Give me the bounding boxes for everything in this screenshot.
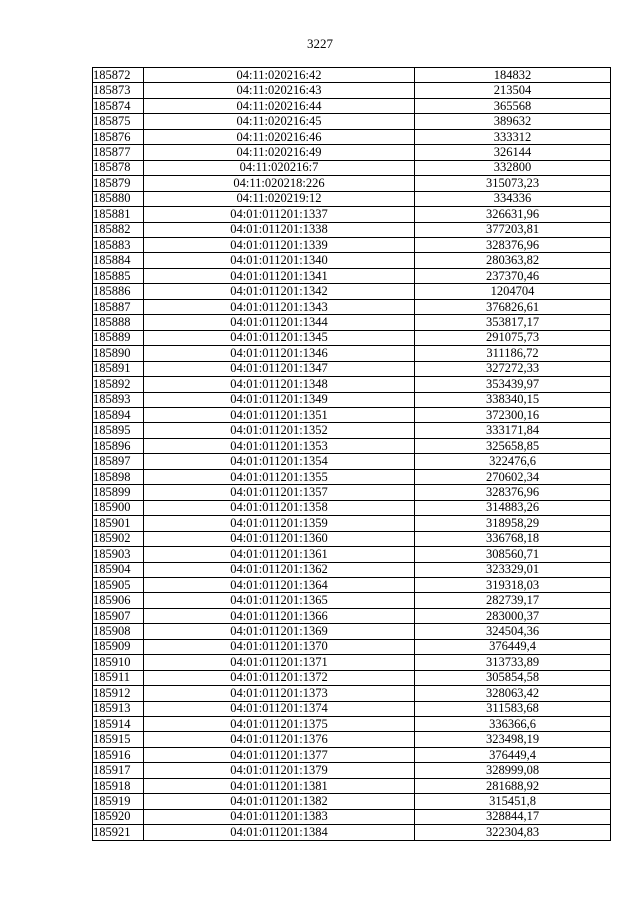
page-number: 3227 bbox=[307, 36, 333, 51]
row-number-cell: 185918 bbox=[93, 778, 144, 793]
table-row bbox=[93, 608, 611, 623]
cadastral-number-cell: 04:01:011201:1342 bbox=[144, 284, 415, 299]
row-number-cell: 185878 bbox=[93, 160, 144, 175]
table-row bbox=[93, 624, 611, 639]
cadastral-number-cell: 04:01:011201:1383 bbox=[144, 809, 415, 824]
cadastral-value-cell: 328376,96 bbox=[415, 237, 611, 252]
cadastral-number-cell: 04:01:011201:1372 bbox=[144, 670, 415, 685]
cadastral-number-cell: 04:01:011201:1360 bbox=[144, 531, 415, 546]
table-row bbox=[93, 516, 611, 531]
table-row bbox=[93, 377, 611, 392]
table-row bbox=[93, 160, 611, 175]
cadastral-number-cell: 04:11:020216:42 bbox=[144, 68, 415, 83]
row-number-cell: 185905 bbox=[93, 577, 144, 592]
row-number-cell: 185899 bbox=[93, 485, 144, 500]
cadastral-value-cell: 311186,72 bbox=[415, 346, 611, 361]
table-row bbox=[93, 237, 611, 252]
cadastral-number-cell: 04:11:020216:44 bbox=[144, 98, 415, 113]
row-number-cell: 185887 bbox=[93, 299, 144, 314]
cadastral-value-cell: 313733,89 bbox=[415, 655, 611, 670]
cadastral-number-cell: 04:01:011201:1384 bbox=[144, 825, 415, 840]
row-number-cell: 185879 bbox=[93, 176, 144, 191]
cadastral-value-cell: 323498,19 bbox=[415, 732, 611, 747]
cadastral-value-cell: 283000,37 bbox=[415, 608, 611, 623]
cadastral-number-cell: 04:01:011201:1355 bbox=[144, 469, 415, 484]
cadastral-value-cell: 308560,71 bbox=[415, 547, 611, 562]
cadastral-value-cell: 184832 bbox=[415, 68, 611, 83]
cadastral-number-cell: 04:01:011201:1346 bbox=[144, 346, 415, 361]
cadastral-value-cell: 333171,84 bbox=[415, 423, 611, 438]
cadastral-value-cell: 353817,17 bbox=[415, 315, 611, 330]
row-number-cell: 185890 bbox=[93, 346, 144, 361]
table-row bbox=[93, 207, 611, 222]
cadastral-number-cell: 04:01:011201:1381 bbox=[144, 778, 415, 793]
cadastral-number-cell: 04:11:020218:226 bbox=[144, 176, 415, 191]
cadastral-number-cell: 04:01:011201:1375 bbox=[144, 717, 415, 732]
table-row bbox=[93, 176, 611, 191]
cadastral-number-cell: 04:01:011201:1352 bbox=[144, 423, 415, 438]
row-number-cell: 185908 bbox=[93, 624, 144, 639]
cadastral-number-cell: 04:01:011201:1366 bbox=[144, 608, 415, 623]
cadastral-number-cell: 04:01:011201:1339 bbox=[144, 237, 415, 252]
cadastral-number-cell: 04:01:011201:1338 bbox=[144, 222, 415, 237]
table-row bbox=[93, 361, 611, 376]
cadastral-number-cell: 04:01:011201:1341 bbox=[144, 268, 415, 283]
cadastral-number-cell: 04:01:011201:1373 bbox=[144, 686, 415, 701]
table-row bbox=[93, 577, 611, 592]
cadastral-value-cell: 376449,4 bbox=[415, 747, 611, 762]
cadastral-value-cell: 315451,8 bbox=[415, 794, 611, 809]
row-number-cell: 185888 bbox=[93, 315, 144, 330]
row-number-cell: 185903 bbox=[93, 547, 144, 562]
cadastral-number-cell: 04:11:020216:43 bbox=[144, 83, 415, 98]
row-number-cell: 185884 bbox=[93, 253, 144, 268]
cadastral-value-cell: 324504,36 bbox=[415, 624, 611, 639]
table-row bbox=[93, 717, 611, 732]
cadastral-number-cell: 04:01:011201:1349 bbox=[144, 392, 415, 407]
table-row bbox=[93, 284, 611, 299]
row-number-cell: 185900 bbox=[93, 500, 144, 515]
table-row bbox=[93, 500, 611, 515]
cadastral-value-cell: 328063,42 bbox=[415, 686, 611, 701]
cadastral-value-cell: 376449,4 bbox=[415, 639, 611, 654]
row-number-cell: 185904 bbox=[93, 562, 144, 577]
cadastral-number-cell: 04:01:011201:1377 bbox=[144, 747, 415, 762]
row-number-cell: 185895 bbox=[93, 423, 144, 438]
cadastral-value-cell: 305854,58 bbox=[415, 670, 611, 685]
cadastral-value-cell: 280363,82 bbox=[415, 253, 611, 268]
cadastral-value-cell: 291075,73 bbox=[415, 330, 611, 345]
cadastral-value-cell: 270602,34 bbox=[415, 469, 611, 484]
cadastral-value-cell: 372300,16 bbox=[415, 407, 611, 422]
cadastral-number-cell: 04:11:020216:46 bbox=[144, 129, 415, 144]
row-number-cell: 185921 bbox=[93, 825, 144, 840]
cadastral-number-cell: 04:01:011201:1344 bbox=[144, 315, 415, 330]
cadastral-number-cell: 04:01:011201:1353 bbox=[144, 438, 415, 453]
cadastral-number-cell: 04:01:011201:1337 bbox=[144, 207, 415, 222]
cadastral-number-cell: 04:01:011201:1374 bbox=[144, 701, 415, 716]
cadastral-value-cell: 237370,46 bbox=[415, 268, 611, 283]
row-number-cell: 185875 bbox=[93, 114, 144, 129]
cadastral-value-cell: 377203,81 bbox=[415, 222, 611, 237]
table-row bbox=[93, 639, 611, 654]
row-number-cell: 185916 bbox=[93, 747, 144, 762]
row-number-cell: 185889 bbox=[93, 330, 144, 345]
row-number-cell: 185906 bbox=[93, 593, 144, 608]
row-number-cell: 185891 bbox=[93, 361, 144, 376]
registry-table-body bbox=[93, 68, 611, 841]
table-row bbox=[93, 423, 611, 438]
cadastral-value-cell: 326144 bbox=[415, 145, 611, 160]
cadastral-value-cell: 376826,61 bbox=[415, 299, 611, 314]
row-number-cell: 185893 bbox=[93, 392, 144, 407]
table-row bbox=[93, 129, 611, 144]
table-row bbox=[93, 315, 611, 330]
table-row bbox=[93, 794, 611, 809]
cadastral-number-cell: 04:01:011201:1348 bbox=[144, 377, 415, 392]
table-row bbox=[93, 68, 611, 83]
cadastral-value-cell: 336366,6 bbox=[415, 717, 611, 732]
cadastral-value-cell: 322304,83 bbox=[415, 825, 611, 840]
row-number-cell: 185886 bbox=[93, 284, 144, 299]
table-row bbox=[93, 531, 611, 546]
row-number-cell: 185885 bbox=[93, 268, 144, 283]
table-row bbox=[93, 732, 611, 747]
registry-table bbox=[92, 67, 611, 841]
row-number-cell: 185910 bbox=[93, 655, 144, 670]
table-row bbox=[93, 562, 611, 577]
cadastral-value-cell: 326631,96 bbox=[415, 207, 611, 222]
cadastral-number-cell: 04:01:011201:1357 bbox=[144, 485, 415, 500]
row-number-cell: 185907 bbox=[93, 608, 144, 623]
row-number-cell: 185882 bbox=[93, 222, 144, 237]
table-row bbox=[93, 299, 611, 314]
cadastral-number-cell: 04:01:011201:1370 bbox=[144, 639, 415, 654]
cadastral-number-cell: 04:11:020216:7 bbox=[144, 160, 415, 175]
table-row bbox=[93, 469, 611, 484]
table-row bbox=[93, 145, 611, 160]
row-number-cell: 185909 bbox=[93, 639, 144, 654]
cadastral-value-cell: 327272,33 bbox=[415, 361, 611, 376]
cadastral-value-cell: 322476,6 bbox=[415, 454, 611, 469]
cadastral-number-cell: 04:11:020216:49 bbox=[144, 145, 415, 160]
cadastral-number-cell: 04:01:011201:1340 bbox=[144, 253, 415, 268]
cadastral-value-cell: 328999,08 bbox=[415, 763, 611, 778]
cadastral-value-cell: 336768,18 bbox=[415, 531, 611, 546]
cadastral-value-cell: 318958,29 bbox=[415, 516, 611, 531]
cadastral-number-cell: 04:01:011201:1376 bbox=[144, 732, 415, 747]
row-number-cell: 185894 bbox=[93, 407, 144, 422]
cadastral-value-cell: 311583,68 bbox=[415, 701, 611, 716]
table-row bbox=[93, 547, 611, 562]
cadastral-value-cell: 338340,15 bbox=[415, 392, 611, 407]
row-number-cell: 185915 bbox=[93, 732, 144, 747]
table-row bbox=[93, 346, 611, 361]
table-row bbox=[93, 686, 611, 701]
table-row bbox=[93, 392, 611, 407]
cadastral-value-cell: 213504 bbox=[415, 83, 611, 98]
cadastral-value-cell: 325658,85 bbox=[415, 438, 611, 453]
row-number-cell: 185876 bbox=[93, 129, 144, 144]
cadastral-value-cell: 281688,92 bbox=[415, 778, 611, 793]
table-row bbox=[93, 763, 611, 778]
cadastral-number-cell: 04:01:011201:1354 bbox=[144, 454, 415, 469]
cadastral-value-cell: 389632 bbox=[415, 114, 611, 129]
row-number-cell: 185912 bbox=[93, 686, 144, 701]
cadastral-number-cell: 04:11:020219:12 bbox=[144, 191, 415, 206]
table-row bbox=[93, 253, 611, 268]
cadastral-number-cell: 04:01:011201:1361 bbox=[144, 547, 415, 562]
cadastral-value-cell: 328844,17 bbox=[415, 809, 611, 824]
row-number-cell: 185872 bbox=[93, 68, 144, 83]
table-row bbox=[93, 701, 611, 716]
table-row bbox=[93, 330, 611, 345]
cadastral-value-cell: 365568 bbox=[415, 98, 611, 113]
table-row bbox=[93, 191, 611, 206]
row-number-cell: 185873 bbox=[93, 83, 144, 98]
row-number-cell: 185898 bbox=[93, 469, 144, 484]
cadastral-value-cell: 323329,01 bbox=[415, 562, 611, 577]
row-number-cell: 185902 bbox=[93, 531, 144, 546]
cadastral-number-cell: 04:01:011201:1369 bbox=[144, 624, 415, 639]
table-row bbox=[93, 593, 611, 608]
table-row bbox=[93, 747, 611, 762]
table-row bbox=[93, 655, 611, 670]
table-row bbox=[93, 778, 611, 793]
row-number-cell: 185892 bbox=[93, 377, 144, 392]
cadastral-number-cell: 04:01:011201:1365 bbox=[144, 593, 415, 608]
row-number-cell: 185877 bbox=[93, 145, 144, 160]
row-number-cell: 185914 bbox=[93, 717, 144, 732]
cadastral-value-cell: 334336 bbox=[415, 191, 611, 206]
cadastral-value-cell: 282739,17 bbox=[415, 593, 611, 608]
row-number-cell: 185913 bbox=[93, 701, 144, 716]
table-row bbox=[93, 407, 611, 422]
row-number-cell: 185917 bbox=[93, 763, 144, 778]
cadastral-number-cell: 04:01:011201:1358 bbox=[144, 500, 415, 515]
cadastral-number-cell: 04:01:011201:1382 bbox=[144, 794, 415, 809]
table-row bbox=[93, 825, 611, 840]
cadastral-value-cell: 328376,96 bbox=[415, 485, 611, 500]
table-row bbox=[93, 98, 611, 113]
cadastral-number-cell: 04:01:011201:1364 bbox=[144, 577, 415, 592]
row-number-cell: 185920 bbox=[93, 809, 144, 824]
table-row bbox=[93, 83, 611, 98]
table-row bbox=[93, 809, 611, 824]
row-number-cell: 185880 bbox=[93, 191, 144, 206]
cadastral-value-cell: 332800 bbox=[415, 160, 611, 175]
row-number-cell: 185881 bbox=[93, 207, 144, 222]
row-number-cell: 185901 bbox=[93, 516, 144, 531]
cadastral-value-cell: 319318,03 bbox=[415, 577, 611, 592]
cadastral-number-cell: 04:01:011201:1347 bbox=[144, 361, 415, 376]
cadastral-value-cell: 314883,26 bbox=[415, 500, 611, 515]
row-number-cell: 185874 bbox=[93, 98, 144, 113]
cadastral-number-cell: 04:01:011201:1362 bbox=[144, 562, 415, 577]
row-number-cell: 185896 bbox=[93, 438, 144, 453]
table-row bbox=[93, 268, 611, 283]
cadastral-number-cell: 04:01:011201:1351 bbox=[144, 407, 415, 422]
table-row bbox=[93, 114, 611, 129]
table-row bbox=[93, 454, 611, 469]
cadastral-number-cell: 04:01:011201:1343 bbox=[144, 299, 415, 314]
cadastral-number-cell: 04:01:011201:1359 bbox=[144, 516, 415, 531]
row-number-cell: 185911 bbox=[93, 670, 144, 685]
cadastral-number-cell: 04:01:011201:1371 bbox=[144, 655, 415, 670]
cadastral-number-cell: 04:11:020216:45 bbox=[144, 114, 415, 129]
table-row bbox=[93, 485, 611, 500]
row-number-cell: 185919 bbox=[93, 794, 144, 809]
cadastral-value-cell: 315073,23 bbox=[415, 176, 611, 191]
cadastral-number-cell: 04:01:011201:1379 bbox=[144, 763, 415, 778]
cadastral-number-cell: 04:01:011201:1345 bbox=[144, 330, 415, 345]
cadastral-value-cell: 1204704 bbox=[415, 284, 611, 299]
cadastral-value-cell: 353439,97 bbox=[415, 377, 611, 392]
table-row bbox=[93, 222, 611, 237]
cadastral-value-cell: 333312 bbox=[415, 129, 611, 144]
table-row bbox=[93, 670, 611, 685]
row-number-cell: 185883 bbox=[93, 237, 144, 252]
table-row bbox=[93, 438, 611, 453]
row-number-cell: 185897 bbox=[93, 454, 144, 469]
